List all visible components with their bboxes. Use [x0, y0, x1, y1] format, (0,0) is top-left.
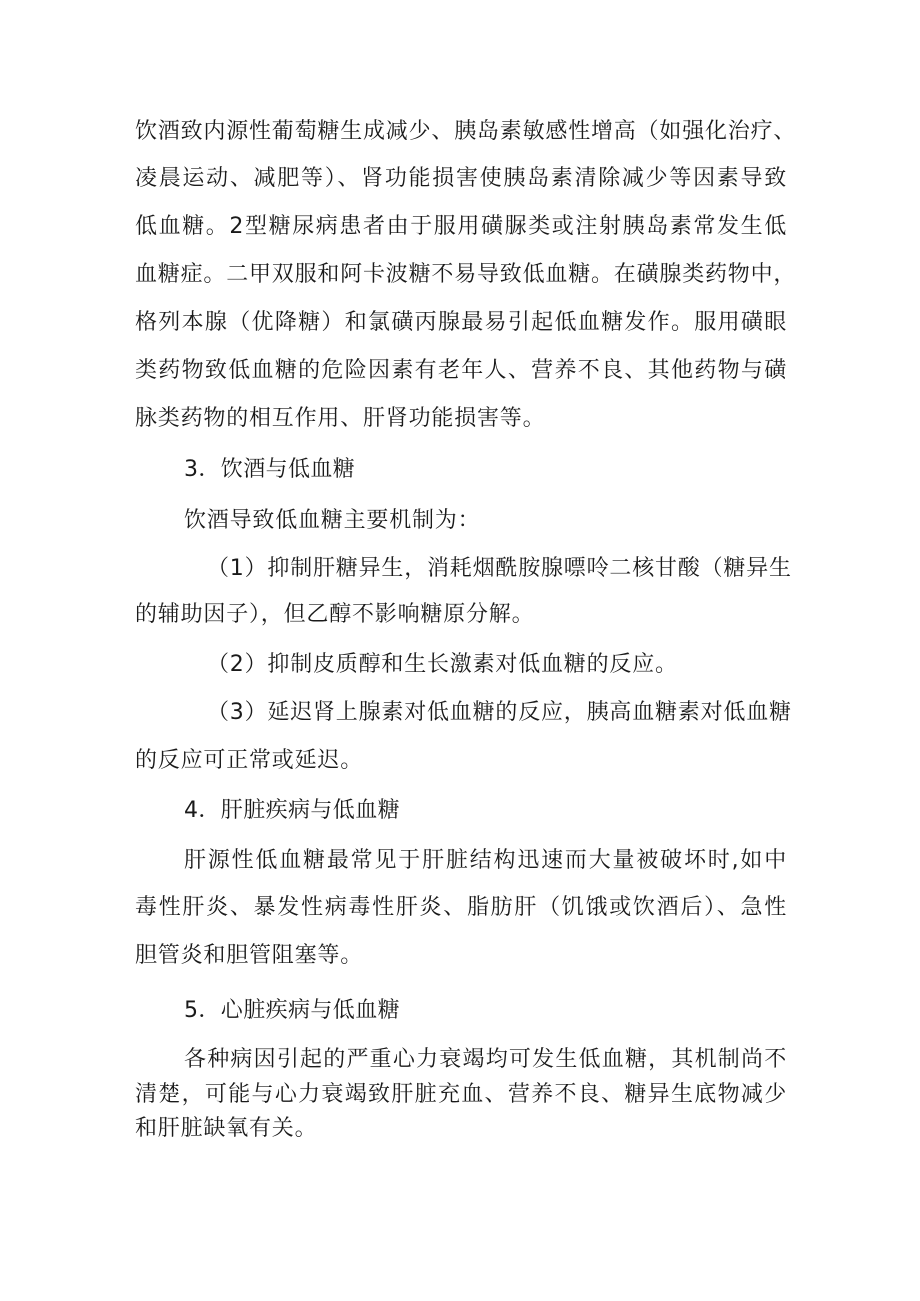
paragraph-line: 脉类药物的相互作用、肝肾功能损害等。 — [135, 406, 546, 431]
paragraph-line: 低血糖。2型糖尿病患者由于服用磺脲类或注射胰岛素常发生低 — [135, 214, 787, 239]
list-item-line: 的辅助因子），但乙醇不影响糖原分解。 — [135, 602, 535, 627]
section-heading: 4．肝脏疾病与低血糖 — [184, 798, 400, 823]
list-item-line: （1）抑制肝糖异生，消耗烟酰胺腺嘌呤二核甘酸（糖异生 — [207, 556, 792, 581]
paragraph-line: 毒性肝炎、暴发性病毒性肝炎、脂肪肝（饥饿或饮酒后）、急性 — [135, 895, 787, 920]
paragraph-line: 饮酒导致低血糖主要机制为： — [184, 508, 481, 533]
section-heading: 5．心脏疾病与低血糖 — [184, 998, 400, 1023]
paragraph-line: 各种病因引起的严重心力衰竭均可发生低血糖，其机制尚不 — [184, 1047, 787, 1072]
paragraph-line: 格列本腺（优降糖）和氯磺丙腺最易引起低血糖发作。服用磺眼 — [135, 310, 787, 335]
paragraph-line: 类药物致低血糖的危险因素有老年人、营养不良、其他药物与磺 — [135, 358, 787, 383]
paragraph-line: 血糖症。二甲双服和阿卡波糖不易导致低血糖。在磺腺类药物中， — [135, 262, 797, 287]
paragraph-line: 肝源性低血糖最常见于肝脏结构迅速而大量被破坏时,如中 — [184, 848, 787, 873]
list-item-line: （2）抑制皮质醇和生长激素对低血糖的反应。 — [207, 652, 678, 677]
paragraph-line: 饮酒致内源性葡萄糖生成减少、胰岛素敏感性增高（如强化治疗、 — [135, 119, 797, 144]
paragraph-line: 胆管炎和胆管阻塞等。 — [135, 943, 364, 968]
paragraph-line: 清楚，可能与心力衰竭致肝脏充血、营养不良、糖异生底物减少 — [135, 1082, 787, 1107]
paragraph-line: 和肝脏缺氧有关。 — [135, 1116, 318, 1141]
paragraph-line: 凌晨运动、减肥等）、肾功能损害使胰岛素清除减少等因素导致 — [135, 166, 787, 191]
section-heading: 3．饮酒与低血糖 — [184, 457, 356, 482]
list-item-line: （3）延迟肾上腺素对低血糖的反应，胰高血糖素对低血糖 — [207, 700, 792, 725]
list-item-line: 的反应可正常或延迟。 — [135, 748, 364, 773]
